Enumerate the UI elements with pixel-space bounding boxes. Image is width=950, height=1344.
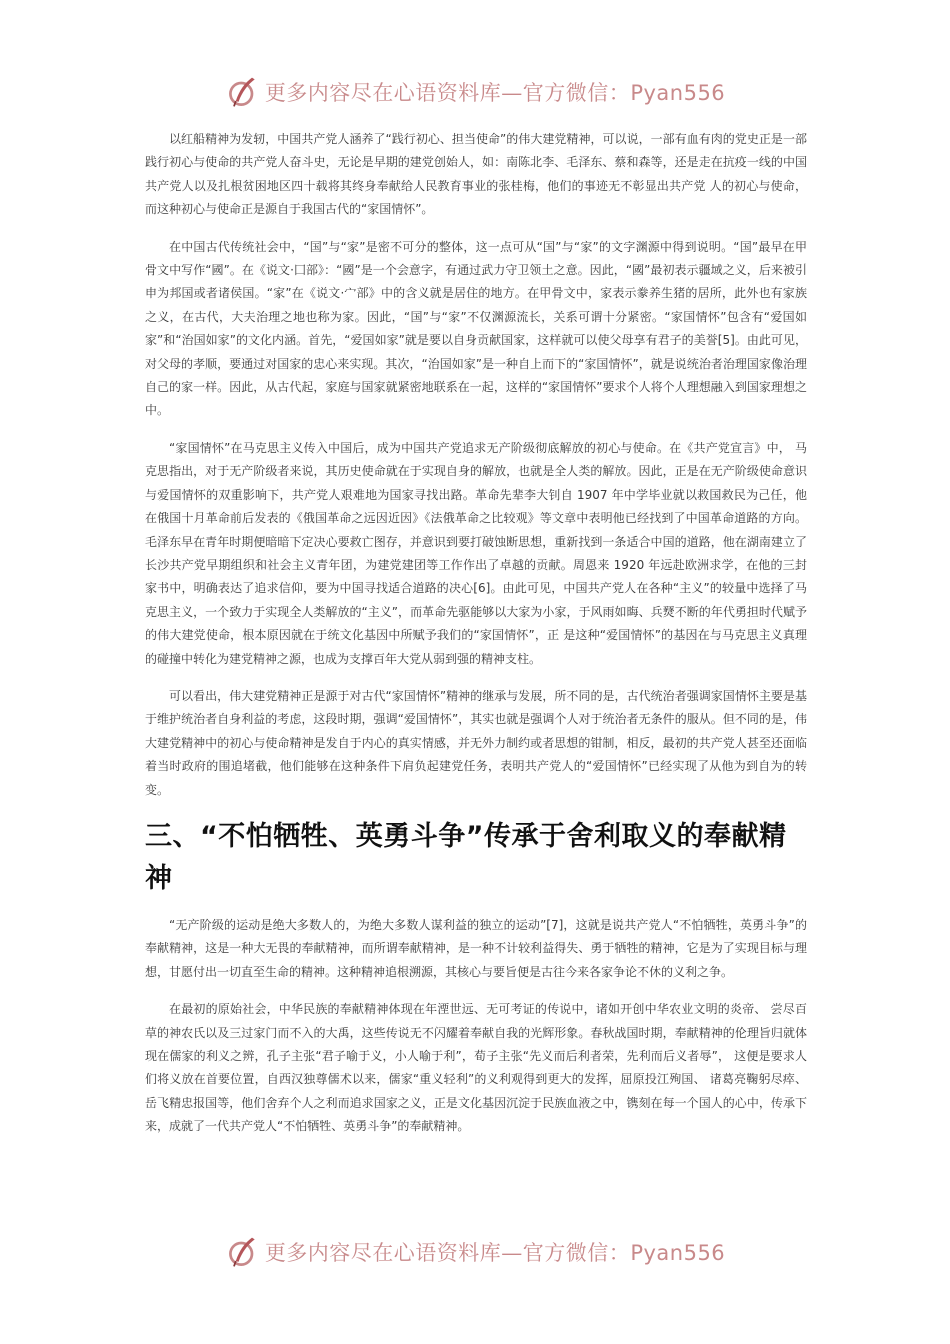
paragraph: “家国情怀”在马克思主义传入中国后，成为中国共产党追求无产阶级彻底解放的初心与使命。在《共产党宣言》中， 马克思指出，对于无产阶级者来说，其历史使命就在于实现自身的解放，也就是全人类的解放。因此，正是在无产阶级使命意识与爱国情怀的双重影响下，共产党人艰难地为国家寻找出路。革命先辈李大钊自 1907 年中学毕业就以救国救民为己任，他在俄国十月革命前后发表的《俄国革命之远因近因》《法俄革命之比较观》等文章中表明他已经找到了中国革命道路的方向。毛泽东早在青年时期便暗暗下定决心要救亡图存，并意识到要打破蚀断思想，重新找到一条适合中国的道路，他在湖南建立了长沙共产党早期组织和社会主义青年团，为建党建团等工作作出了卓越的贡献。周恩来 1920 年远赴欧洲求学，在他的三封家书中，明确表达了追求信仰，要为中国寻找适合道路的决心[6]。由此可见，中国共产党人在各种“主义”的较量中选择了马克思主义，一个致力于实现全人类解放的“主义”，而革命先驱能够以大家为小家，于风雨如晦、兵燹不断的年代勇担时代赋予的伟大建党使命，根本原因就在于统文化基因中所赋予我们的“家国情怀”，正 是这种“爱国情怀”的基因在与马克思主义真理的碰撞中转化为建党精神之源，也成为支撑百年大党从弱到强的精神支柱。: [145, 440, 807, 666]
banner-text: 更多内容尽在心语资料库—官方微信：Pyan556: [264, 81, 726, 105]
quill-pen-logo-icon: [225, 74, 261, 110]
document-body: [145, 128, 807, 1153]
paragraph: 在中国古代传统社会中，“国”与“家”是密不可分的整体，这一点可从“国”与“家”的文字渊源中得到说明。“国”最早在甲骨文中写作“國”。在《说文·囗部》：“國”是一个会意字，有通过武力守卫领土之意。因此，“國”最初表示疆域之义，后来被引申为邦国或者诸侯国。“家”在《说文·宀部》中的含义就是居住的地方。在甲骨文中，家表示豢养生猪的居所，此外也有家族之义，在古代，大夫治理之地也称为家。因此，“国”与“家”不仅渊源流长，关系可谓十分紧密。“家国情怀”包含有“爱国如家”和“治国如家”的文化内涵。首先，“爱国如家”就是要以自身贡献国家，这样就可以使父母享有君子的美誉[5]。由此可见，对父母的孝顺，要通过对国家的忠心来实现。其次，“治国如家”是一种自上而下的“家国情怀”，就是说统治者治理国家像治理自己的家一样。因此，从古代起，家庭与国家就紧密地联系在一起，这样的“家国情怀”要求个人将个人理想融入到国家理想之中。: [145, 239, 807, 418]
header-banner: [0, 72, 950, 112]
paragraph: 可以看出，伟大建党精神正是源于对古代“家国情怀”精神的继承与发展，所不同的是，古代统治者强调家国情怀主要是基于维护统治者自身利益的考虑，这段时期，强调“爱国情怀”，其实也就是强调个人对于统治者无条件的服从。但不同的是，伟大建党精神中的初心与使命精神是发自于内心的真实情感，并无外力制约或者思想的钳制，相反，最初的共产党人甚至还面临着当时政府的围追堵截，他们能够在这种条件下肩负起建党任务，表明共产党人的“爱国情怀”已经实现了从他为到自为的转变。: [145, 688, 807, 797]
paragraph: 在最初的原始社会，中华民族的奉献精神体现在年湮世远、无可考证的传说中，诸如开创中华农业文明的炎帝、 尝尽百草的神农氏以及三过家门而不入的大禹，这些传说无不闪耀着奉献自我的光辉形象。春秋战国时期，奉献精神的伦理旨归就体现在儒家的利义之辨，孔子主张“君子喻于义，小人喻于利”，荀子主张“先义而后利者荣，先利而后义者辱”， 这便是要求人们将义放在首要位置，自西汉独尊儒术以来，儒家“重义轻利”的义利观得到更大的发挥，屈原投江殉国、 诸葛亮鞠躬尽瘁、岳飞精忠报国等，他们舍弃个人之利而追求国家之义，正是文化基因沉淀于民族血液之中，镌刻在每一个国人的心中，传承下来，成就了一代共产党人“不怕牺牲、英勇斗争”的奉献精神。: [145, 1002, 807, 1134]
section-heading: 三、“不怕牺牲、英勇斗争”传承于舍利取义的奉献精神: [145, 820, 787, 894]
footer-banner: [0, 1232, 950, 1272]
paragraph: “无产阶级的运动是绝大多数人的，为绝大多数人谋利益的独立的运动”[7]，这就是说共产党人“不怕牺牲，英勇斗争”的奉献精神，这是一种大无畏的奉献精神，而所谓奉献精神，是一种不计较利益得失、勇于牺牲的精神，它是为了实现目标与理想，甘愿付出一切直至生命的精神。这种精神追根溯源，其核心与要旨便是古往今来各家争论不休的义利之争。: [145, 917, 807, 979]
wechat-id: Pyan556: [630, 1241, 726, 1265]
paragraph: 以红船精神为发轫，中国共产党人涵养了“践行初心、担当使命”的伟大建党精神，可以说，一部有血有肉的党史正是一部践行初心与使命的共产党人奋斗史，无论是早期的建党创始人，如：南陈北李、毛泽东、蔡和森等，还是走在抗疫一线的中国共产党人以及扎根贫困地区四十载将其终身奉献给人民教育事业的张桂梅，他们的事迹无不彰显出共产党 人的初心与使命，而这种初心与使命正是源自于我国古代的“家国情怀”。: [145, 132, 807, 217]
quill-pen-logo-icon: [225, 1234, 261, 1270]
wechat-id: Pyan556: [630, 81, 726, 105]
banner-text: 更多内容尽在心语资料库—官方微信：Pyan556: [264, 1241, 726, 1265]
